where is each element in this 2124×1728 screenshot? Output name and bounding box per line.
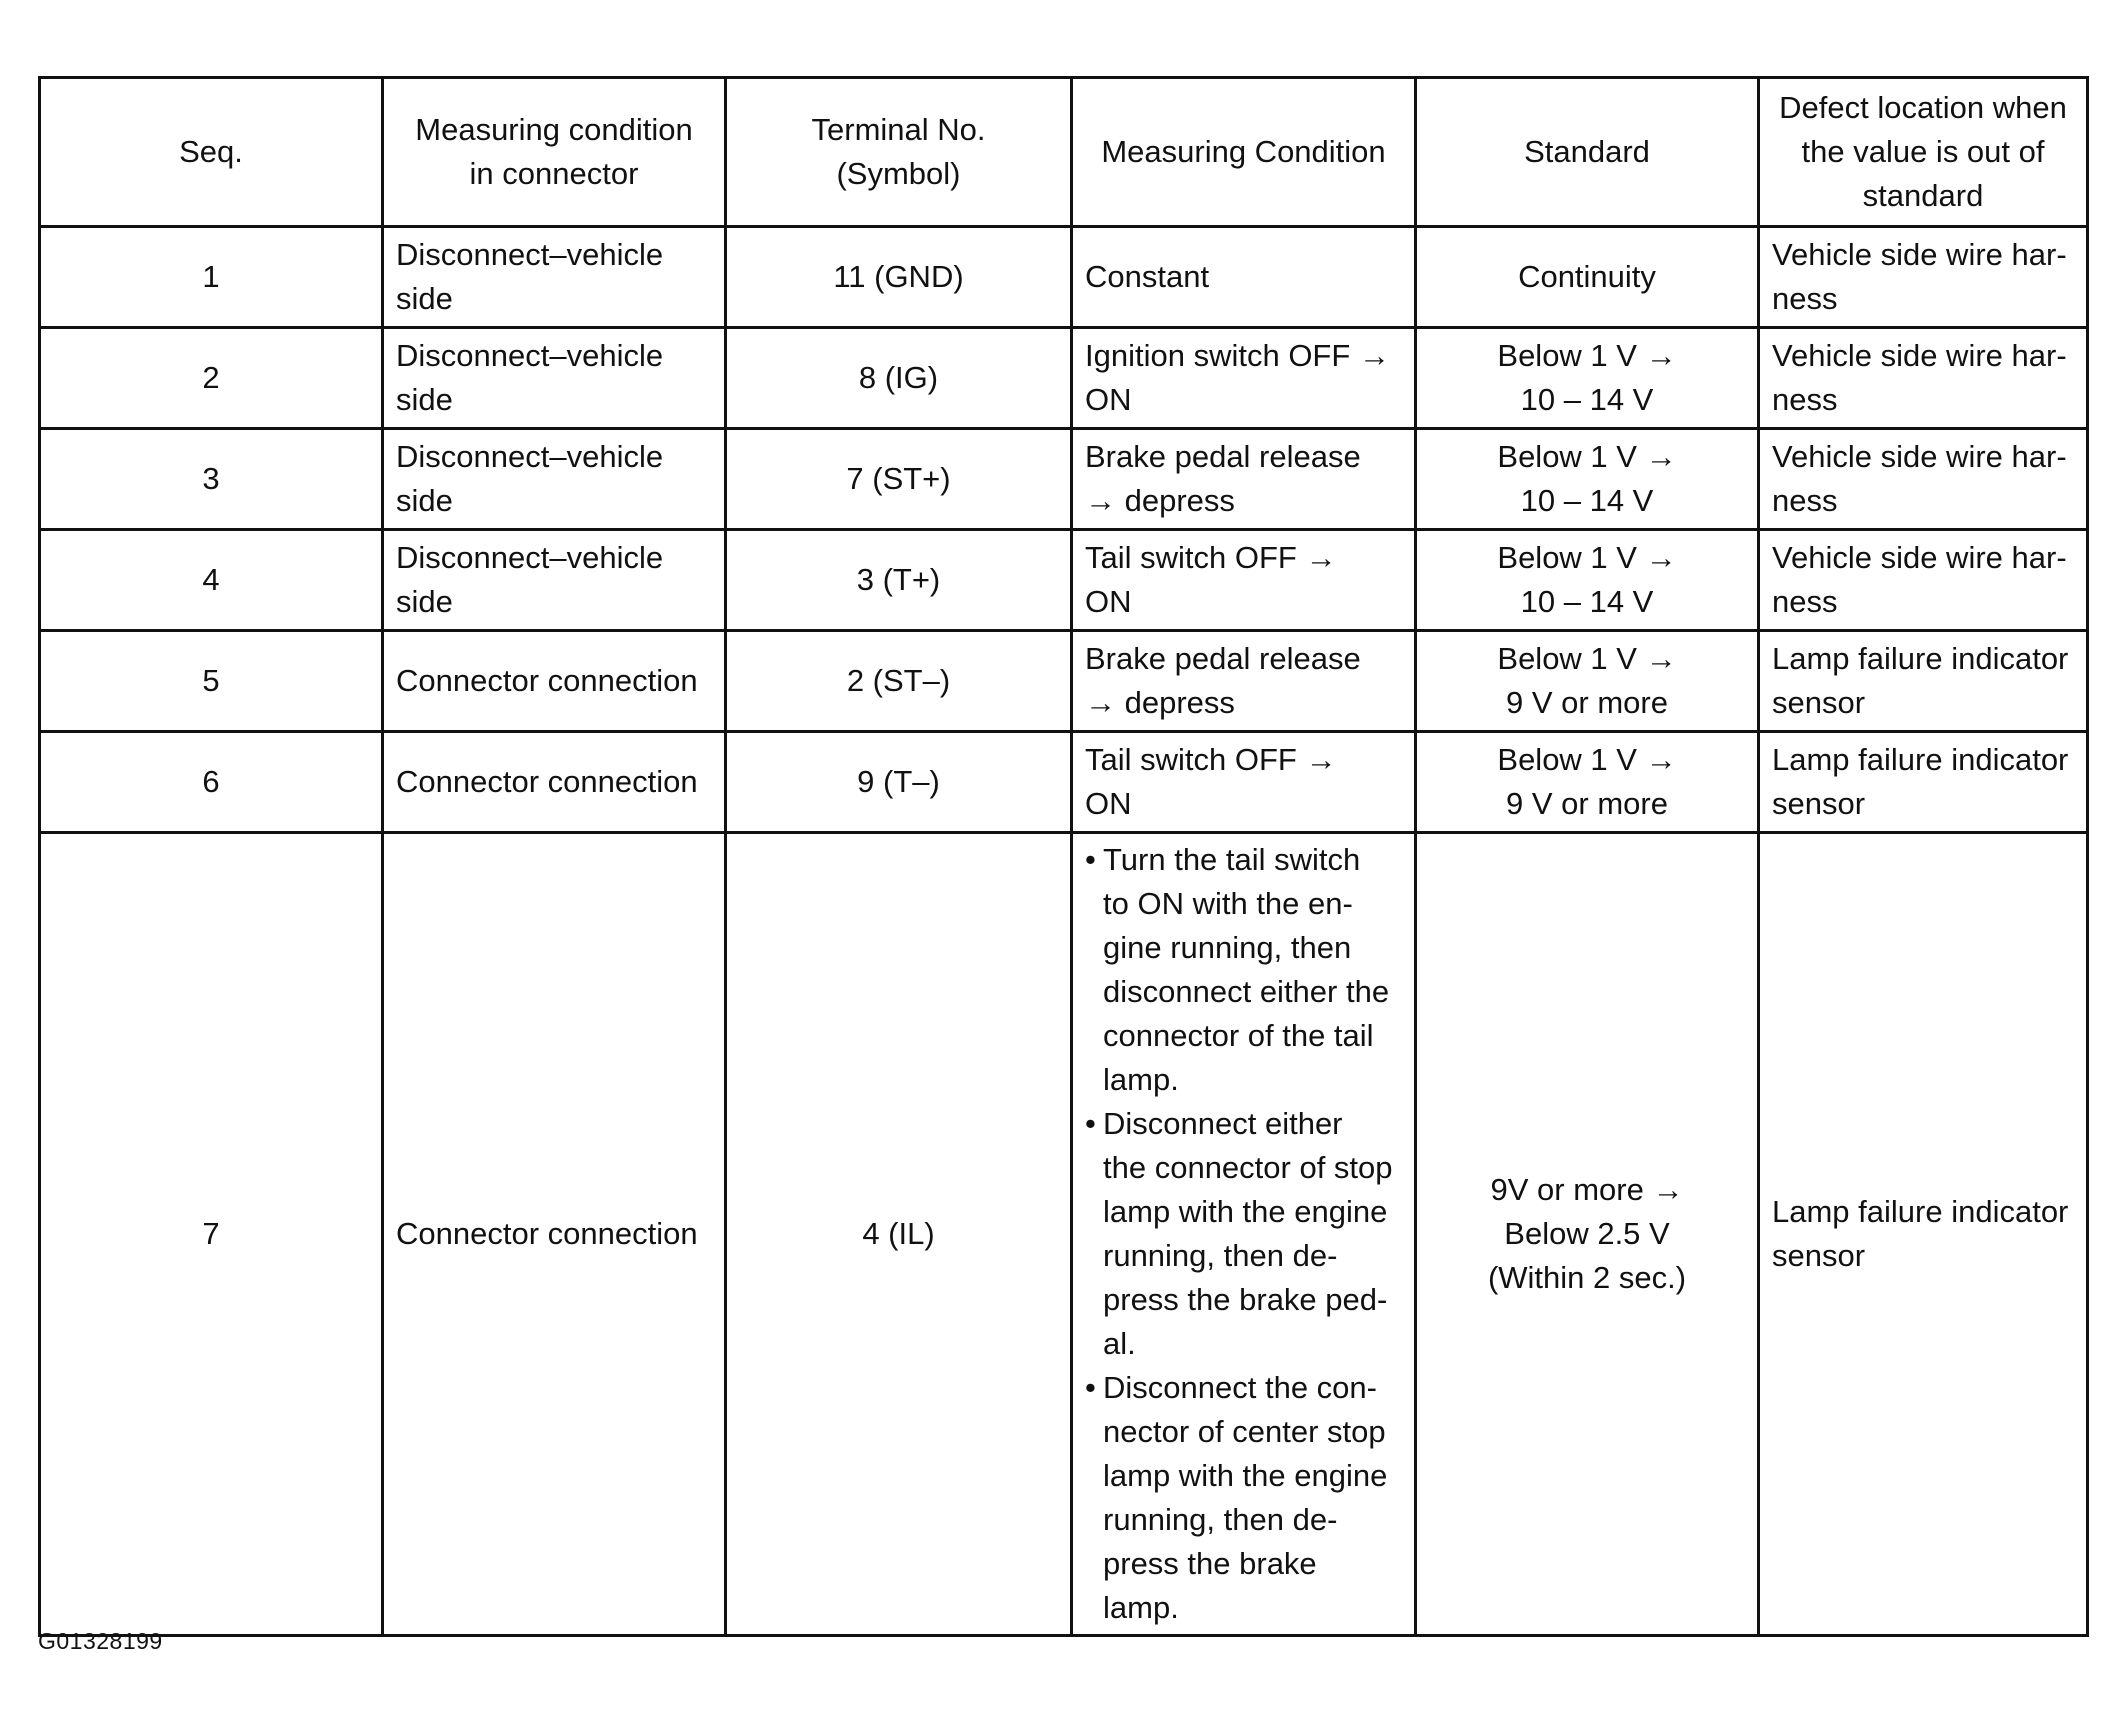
standard-cell: Below 1 V → 10 – 14 V bbox=[1416, 328, 1759, 429]
condition-bullet-list bbox=[1085, 838, 1402, 1630]
condition-cell: Brake pedal release → depress bbox=[1072, 429, 1416, 530]
terminal-cell: 11 (GND) bbox=[726, 227, 1072, 328]
header-standard: Standard bbox=[1416, 78, 1759, 227]
condition-bullet: • Disconnect the con- nector of center stop lamp with the engine running, then de- press the brake lamp. bbox=[1085, 1366, 1402, 1630]
defect-cell: Lamp failure indicator sensor bbox=[1759, 631, 2088, 732]
seq-cell: 2 bbox=[40, 328, 383, 429]
condition-cell: Brake pedal release → depress bbox=[1072, 631, 1416, 732]
table-row bbox=[40, 328, 2088, 429]
condition-bullet: • Turn the tail switch to ON with the en- gine running, then disconnect either the connector of the tail lamp. bbox=[1085, 838, 1402, 1102]
terminal-cell: 2 (ST–) bbox=[726, 631, 1072, 732]
terminal-cell: 9 (T–) bbox=[726, 732, 1072, 833]
table-header-row bbox=[40, 78, 2088, 227]
connector-cell: Disconnect–vehicle side bbox=[383, 328, 726, 429]
condition-cell bbox=[1072, 833, 1416, 1636]
standard-cell: Below 1 V → 10 – 14 V bbox=[1416, 530, 1759, 631]
connector-cell: Connector connection bbox=[383, 631, 726, 732]
table-row bbox=[40, 833, 2088, 1636]
table-row bbox=[40, 631, 2088, 732]
connector-cell: Connector connection bbox=[383, 732, 726, 833]
connector-cell: Disconnect–vehicle side bbox=[383, 429, 726, 530]
header-measuring-condition: Measuring Condition bbox=[1072, 78, 1416, 227]
seq-cell: 5 bbox=[40, 631, 383, 732]
seq-cell: 1 bbox=[40, 227, 383, 328]
table-row bbox=[40, 732, 2088, 833]
defect-cell: Vehicle side wire har- ness bbox=[1759, 328, 2088, 429]
condition-cell: Tail switch OFF → ON bbox=[1072, 732, 1416, 833]
terminal-cell: 8 (IG) bbox=[726, 328, 1072, 429]
inspection-table-sheet bbox=[38, 76, 2086, 1637]
inspection-table bbox=[38, 76, 2089, 1637]
standard-cell: Below 1 V → 9 V or more bbox=[1416, 631, 1759, 732]
defect-cell: Vehicle side wire har- ness bbox=[1759, 429, 2088, 530]
terminal-cell: 7 (ST+) bbox=[726, 429, 1072, 530]
header-defect-location: Defect location when the value is out of standard bbox=[1759, 78, 2088, 227]
terminal-cell: 4 (IL) bbox=[726, 833, 1072, 1636]
condition-bullet: • Disconnect either the connector of stop lamp with the engine running, then de- press the brake ped- al. bbox=[1085, 1102, 1402, 1366]
defect-cell: Vehicle side wire har- ness bbox=[1759, 227, 2088, 328]
defect-cell: Lamp failure indicator sensor bbox=[1759, 833, 2088, 1636]
standard-cell: Below 1 V → 10 – 14 V bbox=[1416, 429, 1759, 530]
condition-cell: Constant bbox=[1072, 227, 1416, 328]
figure-code: G01328199 bbox=[38, 1628, 163, 1654]
seq-cell: 7 bbox=[40, 833, 383, 1636]
seq-cell: 3 bbox=[40, 429, 383, 530]
seq-cell: 6 bbox=[40, 732, 383, 833]
header-terminal: Terminal No. (Symbol) bbox=[726, 78, 1072, 227]
table-row bbox=[40, 429, 2088, 530]
standard-cell: Continuity bbox=[1416, 227, 1759, 328]
defect-cell: Lamp failure indicator sensor bbox=[1759, 732, 2088, 833]
standard-cell: Below 1 V → 9 V or more bbox=[1416, 732, 1759, 833]
condition-cell: Tail switch OFF → ON bbox=[1072, 530, 1416, 631]
defect-cell: Vehicle side wire har- ness bbox=[1759, 530, 2088, 631]
condition-cell: Ignition switch OFF → ON bbox=[1072, 328, 1416, 429]
terminal-cell: 3 (T+) bbox=[726, 530, 1072, 631]
connector-cell: Disconnect–vehicle side bbox=[383, 530, 726, 631]
connector-cell: Disconnect–vehicle side bbox=[383, 227, 726, 328]
header-seq: Seq. bbox=[40, 78, 383, 227]
table-row bbox=[40, 530, 2088, 631]
header-measuring-in-connector: Measuring condition in connector bbox=[383, 78, 726, 227]
table-row bbox=[40, 227, 2088, 328]
standard-cell: 9V or more → Below 2.5 V (Within 2 sec.) bbox=[1416, 833, 1759, 1636]
seq-cell: 4 bbox=[40, 530, 383, 631]
connector-cell: Connector connection bbox=[383, 833, 726, 1636]
